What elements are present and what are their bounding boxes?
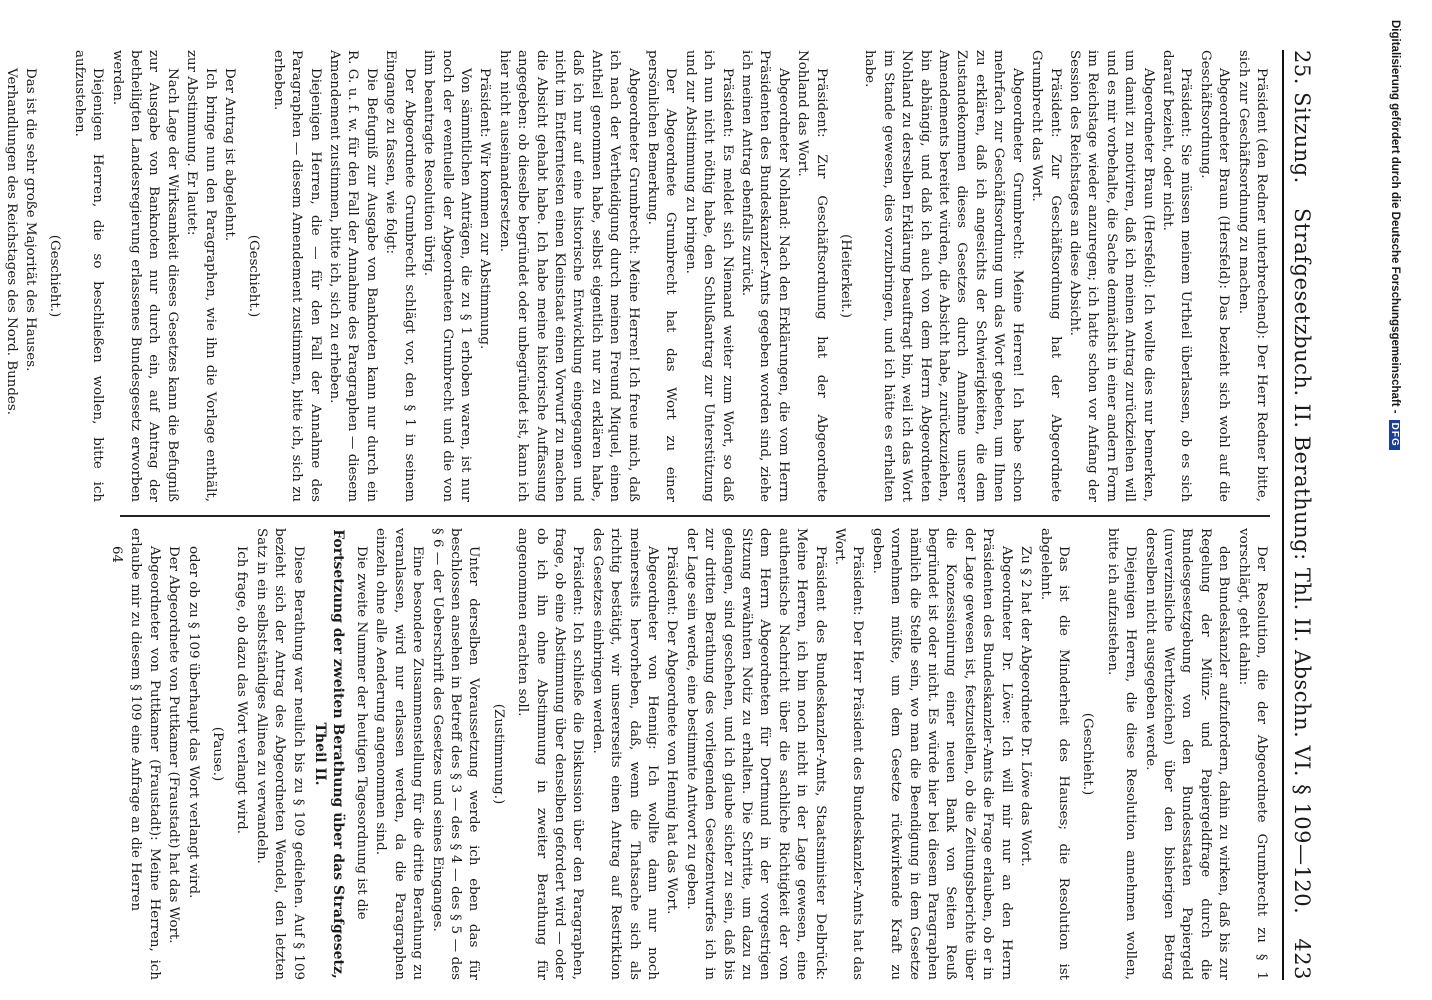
paragraph: Der Abgeordnete Grumbrecht schlägt vor, den § 1 in seinem Eingange zu fassen, wie folgt: xyxy=(383,50,417,502)
paragraph: Unter derselben Voraussetzung werde ich eben das für beschlossen ansehen in Betreff des § 3 — des § 4 — des § 5 — des § 6 — der Ueberschrift des Gesetzes und seines Einganges. xyxy=(429,528,482,980)
paragraph: Das ist die Minderheit des Hauses; die Resolution ist abgelehnt. xyxy=(1037,528,1071,980)
paragraph: Abgeordneter Dr. Löwe: Ich will mir nur an den Herrn Präsidenten des Bundeskanzler-Amts die Frage erlauben, ob er in der Lage gewesen ist, festzustellen, ob die Zeitungsberichte über die Konzessionirung einer neuen Bank von Seiten Reuß begründet ist oder nicht. Es würde hier bei diesem Paragraphen nämlich die Stelle sein, wo man die Beendigung in dem Gesetze vornehmen müßte, um dem Gesetze rückwirkende Kraft zu geben. xyxy=(869,528,1014,980)
paragraph: Das ist die sehr große Majorität des Hauses. xyxy=(23,68,38,372)
paragraph: Abgeordneter Nohland: Nach den Erklärungen, die vom Herrn Präsidenten des Bundeskanzler-Amts gegeben worden sind, ziehe ich meinen Antrag ebenfalls zurück. xyxy=(739,50,791,502)
paragraph: Präsident: Zur Geschäftsordnung hat der Abgeordnete Nohland das Wort. xyxy=(795,50,829,502)
right-column xyxy=(100,528,1270,980)
column-divider xyxy=(120,515,1270,517)
session-label: 25. Sitzung. xyxy=(1290,50,1314,184)
paragraph: Abgeordneter Braun (Hersfeld): Das bezieht sich wohl auf die Geschäftsordnung. xyxy=(1197,50,1232,502)
dfg-watermark xyxy=(1384,20,1406,980)
paragraph: Abgeordneter Braun (Hersfeld): Ich wollte dies nur bemerken, um damit zu motiviren, daß ich meinen Antrag zurückziehen will und es mir vorbehalte, die Sache demnächst in einer andern Form im Reichstage wieder anzuregen; ich hatte schon vor Anfang der Session des Reichstages an diese Absicht. xyxy=(1066,50,1156,502)
paragraph: Diejenigen Herren, die — für den Fall der Annahme des Paragraphen — diesem Amendement zustimmen, bitte ich, sich zu erheben. xyxy=(270,50,323,502)
paragraph: Präsident: Sie müssen meinem Urtheil überlassen, ob es sich darauf bezieht, oder nicht. xyxy=(1159,50,1194,502)
stage-direction: (Zustimmung.) xyxy=(490,703,506,805)
paragraph: den Bundeskanzler aufzufordern, dahin zu wirken, daß bis zur Regelung der Münz- und Papiergeldfrage durch die Bundesgesetzgebung von den Bundesstaaten Papiergeld (unverzinsliche Werthzeichen) über den bisherigen Betrag derselben nicht ausgegeben werde. xyxy=(1142,528,1232,980)
paragraph: Der Abgeordnete von Puttkamer (Fraustadt) hat das Wort. xyxy=(166,546,182,944)
paragraph: Der Resolution, die der Abgeordnete Grumbrecht zu § 1 vorschlägt, geht dahin: xyxy=(1235,528,1269,980)
page-header xyxy=(1290,50,1342,980)
paragraph: Verhandlungen des Reichstages des Nord. Bundes. xyxy=(3,68,19,415)
paragraph: Präsident: Wir kommen zur Abstimmung. xyxy=(477,68,493,350)
dfg-logo: DFG xyxy=(1390,420,1401,450)
document-page xyxy=(3,50,1342,980)
paragraph: Diejenigen Herren, die so beschließen wollen, bitte ich aufzustehen. xyxy=(71,50,106,502)
section-heading: Fortsetzung der zweiten Berathung über das Strafgesetz, Theil II. xyxy=(312,529,347,979)
paragraph: Präsident (den Redner unterbrechend): Der Herr Redner bitte, sich zur Geschäftsordnung zu machen. xyxy=(1235,50,1269,502)
paragraph: Der Antrag ist abgelehnt. xyxy=(222,68,238,242)
paragraph: oder ob zu § 109 überhaupt das Wort verlangt wird. xyxy=(185,546,201,899)
paragraph: Nach Lage der Wirksamkeit dieses Gesetzes kann die Befugniß zur Ausgabe von Banknoten nur durch ein, auf Antrag der betheiligten Landesregierung erlassenes Bundesgesetz erworben werden. xyxy=(109,50,180,502)
paragraph: Zu § 2 hat der Abgeordnete Dr. Löwe das Wort. xyxy=(1018,546,1034,867)
paragraph: Präsident: Der Herr Präsident des Bundeskanzler-Amts hat das Wort. xyxy=(832,528,866,980)
stage-direction: (Pause.) xyxy=(210,726,226,782)
paragraph: Die Befugniß zur Ausgabe von Banknoten kann nur durch ein R. G. u. f. w. für den Fall der Annahme des Paragraphen — diesem Amendement zustimmen, bitte ich, sich zu erheben. xyxy=(327,50,379,502)
paragraph: Abgeordneter von Puttkamer (Fraustadt): Meine Herren, ich erlaube mir zu diesem § 109 eine Anfrage an die Herren xyxy=(128,528,162,980)
page-number: 423 xyxy=(1290,938,1314,980)
stage-direction: (Geschieht.) xyxy=(1080,712,1096,796)
paragraph: Diese Berathung war neulich bis zu § 109 gediehen. Auf § 109 bezieht sich der Antrag des Abgeordneten Wendel, den letzten Satz in ein selbstständiges Alinea zu verwandeln. xyxy=(253,528,306,980)
header-rule xyxy=(1282,50,1284,980)
paragraph: Präsident: Zur Geschäftsordnung hat der Abgeordnete Grumbrecht das Wort. xyxy=(1029,50,1063,502)
paragraph: Ich bringe nun den Paragraphen, wie ihn die Vorlage enthält, zur Abstimmung. Er lautet: xyxy=(184,50,218,502)
paragraph: Von sämmtlichen Anträgen, die zu § 1 erhoben waren, ist nur noch der eventuelle der Abgeordneten Grumbrecht und die von ihm beantragte Resolution übrig. xyxy=(421,50,473,502)
stage-direction: (Geschieht.) xyxy=(246,234,262,318)
paragraph: Diejenigen Herren, die diese Resolution annehmen wollen, bitte ich aufzustehen. xyxy=(1104,528,1139,980)
paragraph: Eine besondere Zusammenstellung für die dritte Berathung zu veranlassen, wird nur erlassen werden, da die Paragraphen einzeln ohne alle Aenderung angenommen sind. xyxy=(373,528,426,980)
stage-direction: (Geschieht.) xyxy=(47,234,63,318)
paragraph: Die zweite Nummer der heutigen Tagesordnung ist die xyxy=(353,546,369,920)
paragraph: 64 xyxy=(109,546,125,564)
paragraph: Präsident: Der Abgeordnete von Hennig hat das Wort. xyxy=(664,546,680,915)
paragraph: Präsident: Es meldet sich Niemand weiter zum Wort, so daß ich nun nicht nöthig habe, den Schlußantrag zur Unterstützung und zur Abstimmung zu bringen. xyxy=(682,50,735,502)
paragraph: Abgeordneter Grumbrecht: Meine Herren! Ich freue mich, daß ich nach der Vertheidigung durch meinen Freund Miquel, einen Antheil genommen habe, selbst eigentlich nur zu erklären habe, daß ich nur auf eine historische Entwicklung eingegangen und nicht im Entferntesten einen Kleinstaat einen Vorwurf zu machen die Absicht gehabt habe. Ich habe meine historische Auffassung angegeben: ob dieselbe begründet oder unbegründet ist, kann ich hier nicht auseinandersetzen. xyxy=(496,50,641,502)
paragraph: Ich frage, ob dazu das Wort verlangt wird. xyxy=(234,546,250,835)
stage-direction: (Heiterkeit.) xyxy=(838,234,854,318)
paragraph: Abgeordneter Grumbrecht: Meine Herren! Ich habe schon mehrfach zur Geschäftsordnung um das Wort gebeten, um Ihnen zu erklären, daß ich angesichts der Schwierigkeiten, die dem Zustandekommen dieses Gesetzes durch Annahme unserer Amendements bereitet würden, die Absicht habe, zurückzuziehen, bin abhängig, und daß ich auch von dem Herrn Abgeordneten Nohland zu derselben Erklärung beauftragt bin, weil ich das Wort im Stande gewesen, dies vorzubringen, und ich hätte es erhalten habe. xyxy=(862,50,1025,502)
watermark-text: Digitalisierung gefördert durch die Deutsche Forschungsgemeinschaft - xyxy=(1389,20,1401,414)
running-title: Strafgesetzbuch. II. Berathung: Thl. II. Abschn. VI. § 109—120. xyxy=(1290,207,1314,915)
paragraph: Präsident: Ich schließe die Diskussion über den Paragraphen, frage, ob eine Abstimmung über denselben gefordert wird — oder ob ich ihn ohne Abstimmung in zweiter Berathung für angenommen erachten soll. xyxy=(515,528,586,980)
left-column xyxy=(3,50,1270,502)
paragraph: Der Abgeordnete Grumbrecht hat das Wort zu einer persönlichen Bemerkung. xyxy=(645,50,679,502)
paragraph: Abgeordneter von Hennig: Ich wollte dann nur noch meinerseits hervorheben, daß, wenn die Thatsache sich als richtig bestätigt, wir unsererseits einen Antrag auf Restriktion des Gesetzes einbringen werden. xyxy=(589,528,660,980)
paragraph: Präsident des Bundeskanzler-Amts, Staatsminister Delbrück: Meine Herren, ich bin noch nicht in der Lage gewesen, eine authentische Nachricht über die sachliche Richtigkeit der von dem Herrn Abgeordneten für Dortmund in der vorgestrigen Sitzung erwähnten Notiz zu erhalten. Die Schritte, um dazu zu gelangen, sind geschehen, und ich glaube sicher zu sein, daß bis zur dritten Berathung des vorliegenden Gesetzentwurfes ich in der Lage sein werde, eine bestimmte Antwort zu geben. xyxy=(683,528,828,980)
